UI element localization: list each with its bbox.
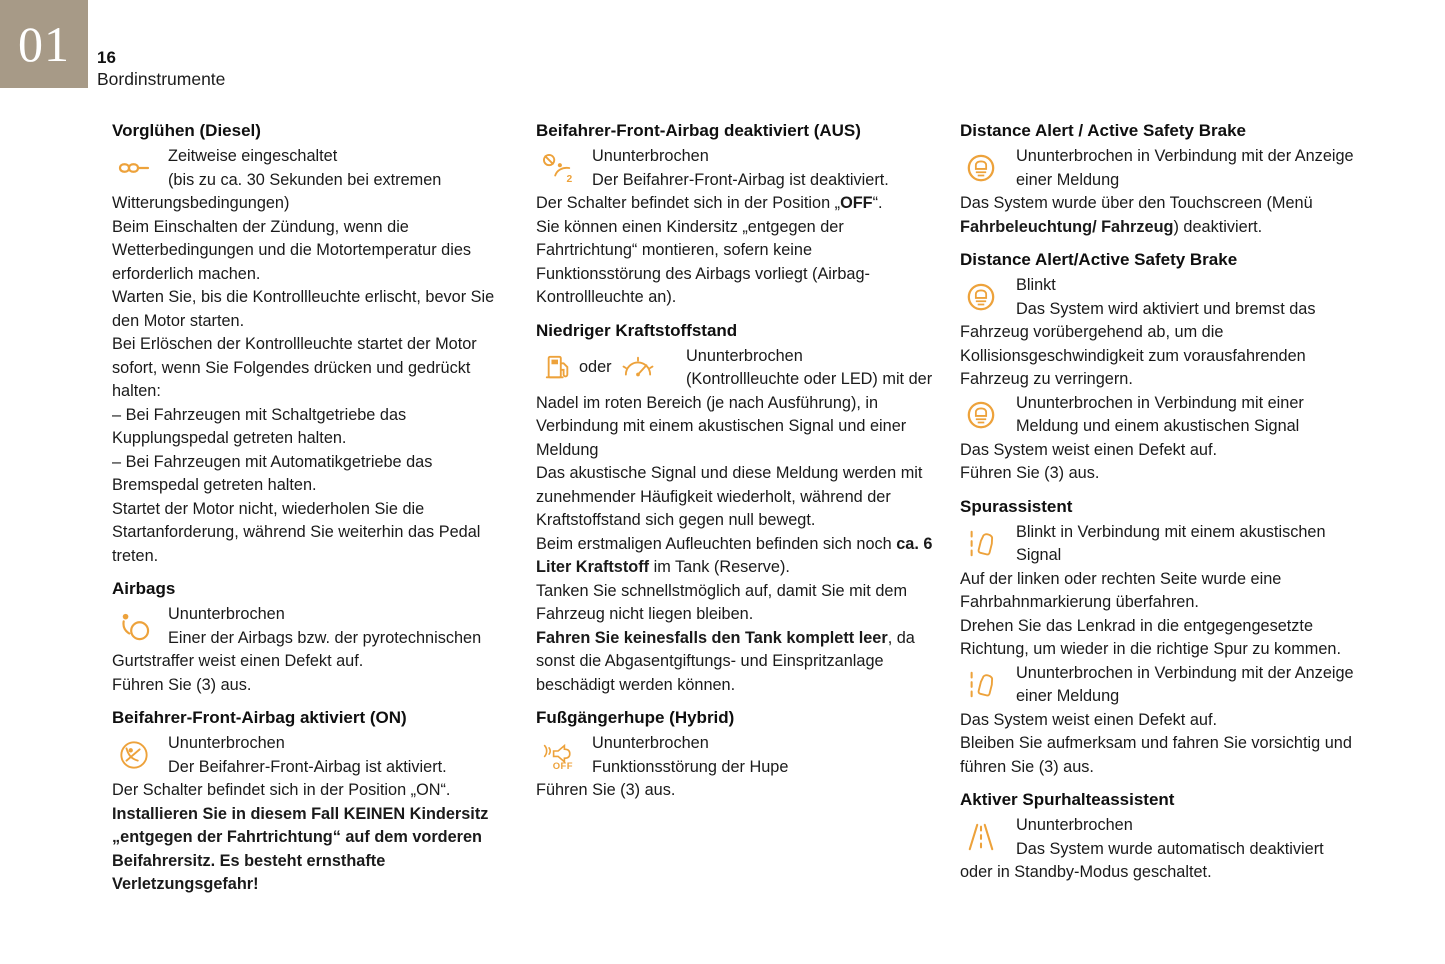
text-run: Führen Sie (3) aus. (960, 464, 1100, 482)
paragraph (112, 333, 510, 404)
indicator-line (536, 345, 934, 463)
airbag-icon (117, 611, 151, 641)
text-run: Führen Sie (3) aus. (536, 781, 676, 799)
active-lane-keep-icon (965, 822, 997, 852)
indicator-icon-cell (112, 732, 168, 777)
text-run: Tanken Sie schnellstmöglich auf, damit Sie mit dem Fahrzeug nicht liegen bleiben. (536, 581, 908, 623)
text-run: Installieren Sie in diesem Fall KEINEN Kindersitz „entgegen der Fahrtrichtung“ auf dem vorderen Beifahrersitz. Es besteht ernsthafte Verletzungsgefahr! (112, 804, 489, 893)
lane-assist-icon (965, 529, 997, 559)
paragraph (960, 192, 1358, 239)
paragraph (112, 674, 510, 698)
text-run: Blinkt in Verbindung mit einem akustischen Signal (1016, 522, 1326, 564)
text-run: im Tank (Reserve). (649, 558, 790, 576)
text-run: Das System weist einen Defekt auf. (960, 710, 1217, 729)
paragraph (112, 451, 510, 498)
text-run: ) deaktiviert. (1173, 217, 1263, 236)
indicator-line (960, 274, 1358, 392)
lane-assist-icon (965, 670, 997, 700)
text-run: (bis zu ca. 30 Sekunden bei extremen Witterungsbedingungen) (112, 170, 442, 212)
text-run: Das System weist einen Defekt auf. (960, 440, 1217, 459)
indicator-icon-cell (960, 274, 1016, 319)
entry-heading: Airbags (112, 579, 176, 598)
entry-heading: Vorglühen (Diesel) (112, 121, 261, 140)
text-run: Ununterbrochen (592, 734, 709, 752)
text-run: Ununterbrochen (168, 605, 285, 623)
paragraph (112, 216, 510, 287)
indicator-icon-cell (960, 662, 1016, 707)
indicator-icon-cell (536, 732, 592, 777)
text-run: Auf der linken oder rechten Seite wurde eine Fahrbahnmarkierung überfahren. (960, 569, 1282, 611)
text-run: Sie können einen Kindersitz „entgegen der Fahrtrichtung“ montieren, sofern keine Funktionsstörung des Airbags vorliegt (Airbag-Kontrollleuchte an). (536, 217, 870, 306)
text-run: ca. 6 Liter Kraftstoff (536, 534, 933, 576)
entry-heading: Beifahrer-Front-Airbag deaktiviert (AUS) (536, 121, 861, 140)
entry-heading: Aktiver Spurhalteassistent (960, 790, 1175, 809)
chapter-tab (0, 0, 88, 88)
horn-off-icon (541, 740, 577, 771)
indicator-line (536, 145, 934, 192)
text-run: Der Beifahrer-Front-Airbag ist deaktiviert. (592, 170, 889, 189)
indicator-icon-cell (536, 145, 592, 190)
text-run: (Kontrollleuchte oder LED) mit der Nadel im roten Bereich (je nach Ausführung), in Verbindung mit einem akustischen Signal und einer Meldung (536, 370, 933, 459)
page-header (97, 47, 225, 90)
indicator-icon-cell (960, 392, 1016, 437)
text-run: Bleiben Sie aufmerksam und fahren Sie vorsichtig und führen Sie (3) aus. (960, 734, 1352, 776)
text-run: Ununterbrochen in Verbindung mit einer Meldung und einem akustischen Signal (1016, 393, 1304, 435)
content-columns (112, 110, 1358, 897)
paragraph (536, 462, 934, 533)
indicator-line (112, 145, 510, 216)
text-run: Beim erstmaligen Aufleuchten befinden sich noch (536, 534, 897, 553)
paragraph (960, 732, 1358, 779)
text-run: Ununterbrochen in Verbindung mit der Anzeige einer Meldung (1016, 147, 1354, 189)
indicator-line (112, 603, 510, 674)
text-run: Das System wurde über den Touchscreen (Menü (960, 194, 1313, 212)
text-run: Das akustische Signal und diese Meldung werden mit zunehmender Häufigkeit wiederholt, während der Kraftstoffstand sich gegen null bewegt. (536, 464, 923, 529)
column-1 (112, 110, 510, 897)
svg-text:OFF: OFF (552, 760, 573, 771)
chapter-number: 01 (18, 16, 70, 72)
glow-plug-icon (117, 156, 151, 180)
paragraph (112, 803, 510, 897)
text-run: Der Schalter befindet sich in der Position „ (536, 194, 841, 212)
indicator-line (112, 732, 510, 779)
text-run: OFF (840, 194, 873, 212)
airbag-off-icon (541, 153, 575, 183)
paragraph (960, 439, 1358, 463)
indicator-icon-cell (112, 145, 168, 190)
distance-alert-icon (965, 400, 997, 430)
paragraph (960, 568, 1358, 615)
indicator-line (960, 392, 1358, 439)
svg-text:2: 2 (566, 174, 573, 183)
text-run: Startet der Motor nicht, wiederholen Sie die Startanforderung, während Sie weiterhin das Pedal treten. (112, 499, 481, 565)
fuel-gauge-icon (619, 354, 657, 382)
text-run: Drehen Sie das Lenkrad in die entgegengesetzte Richtung, um wieder in die richtige Spur zu kommen. (960, 616, 1341, 658)
text-run: , da sonst die Abgasentgiftungs- und Einspritzanlage beschädigt werden können. (536, 628, 915, 694)
paragraph (112, 779, 510, 803)
text-run: Warten Sie, bis die Kontrollleuchte erlischt, bevor Sie den Motor starten. (112, 288, 495, 330)
paragraph (536, 627, 934, 698)
paragraph (536, 192, 934, 216)
entry-heading: Distance Alert/Active Safety Brake (960, 250, 1238, 269)
paragraph (112, 498, 510, 569)
indicator-icon-cell (960, 145, 1016, 190)
entry-heading: Niedriger Kraftstoffstand (536, 320, 738, 340)
text-run: Fahren Sie keinesfalls den Tank komplett leer (536, 628, 888, 647)
distance-alert-icon (965, 153, 997, 183)
text-run: Der Beifahrer-Front-Airbag ist aktiviert. (168, 757, 447, 776)
text-run: Einer der Airbags bzw. der pyrotechnischen Gurtstraffer weist einen Defekt auf. (112, 628, 482, 670)
indicator-line (960, 662, 1358, 709)
paragraph (960, 462, 1358, 486)
text-run: Ununterbrochen (168, 734, 285, 752)
text-run: Das System wurde automatisch deaktiviert oder in Standby-Modus geschaltet. (960, 839, 1324, 881)
text-run: Funktionsstörung der Hupe (592, 757, 789, 776)
text-run: Beim Einschalten der Zündung, wenn die Wetterbedingungen und die Motortemperatur dies erforderlich machen. (112, 217, 472, 283)
text-run: Ununterbrochen (1016, 816, 1133, 834)
text-run: “. (872, 194, 883, 212)
text-run: Bei Erlöschen der Kontrollleuchte startet der Motor sofort, wenn Sie Folgendes drücken und gedrückt halten: (112, 335, 477, 400)
text-run: Fahrbeleuchtung/ Fahrzeug (960, 217, 1174, 236)
paragraph (112, 404, 510, 451)
page-number: 16 (97, 48, 116, 67)
text-run: Führen Sie (3) aus. (112, 675, 252, 694)
distance-alert-icon (965, 282, 997, 312)
airbag-on-icon (117, 740, 151, 770)
indicator-line (960, 814, 1358, 885)
paragraph (960, 615, 1358, 662)
indicator-icon-cell (960, 814, 1016, 859)
indicator-line (960, 145, 1358, 192)
paragraph (536, 779, 934, 803)
text-run: – Bei Fahrzeugen mit Schaltgetriebe das Kupplungspedal getreten halten. (112, 405, 407, 447)
paragraph (536, 216, 934, 310)
entry-heading: Fußgängerhupe (Hybrid) (536, 708, 735, 727)
or-label: oder (579, 357, 612, 376)
paragraph (536, 533, 934, 580)
text-run: Das System wird aktiviert und bremst das Fahrzeug vorübergehend ab, um die Kollisionsgeschwindigkeit zum vorausfahrenden Fahrzeug zu verringern. (960, 299, 1316, 388)
paragraph (960, 709, 1358, 733)
paragraph (536, 580, 934, 627)
entry-heading: Spurassistent (960, 496, 1073, 516)
column-2 (536, 110, 934, 803)
text-run: – Bei Fahrzeugen mit Automatikgetriebe das Bremspedal getreten halten. (112, 452, 433, 494)
text-run: Blinkt (1016, 276, 1056, 294)
paragraph (112, 286, 510, 333)
indicator-icon-cell (112, 603, 168, 648)
fuel-pump-icon (544, 353, 572, 383)
column-3 (960, 110, 1358, 885)
indicator-icon-group (536, 345, 686, 390)
indicator-icon-cell (960, 521, 1016, 566)
entry-heading: Distance Alert / Active Safety Brake (960, 121, 1246, 140)
entry-heading: Beifahrer-Front-Airbag aktiviert (ON) (112, 708, 407, 727)
indicator-line (536, 732, 934, 779)
text-run: Ununterbrochen (592, 147, 709, 165)
indicator-line (960, 521, 1358, 568)
section-title: Bordinstrumente (97, 69, 226, 89)
text-run: Ununterbrochen in Verbindung mit der Anzeige einer Meldung (1016, 663, 1354, 705)
text-run: Ununterbrochen (686, 346, 803, 365)
text-run: Der Schalter befindet sich in der Position „ON“. (112, 781, 451, 799)
text-run: Zeitweise eingeschaltet (168, 147, 338, 165)
